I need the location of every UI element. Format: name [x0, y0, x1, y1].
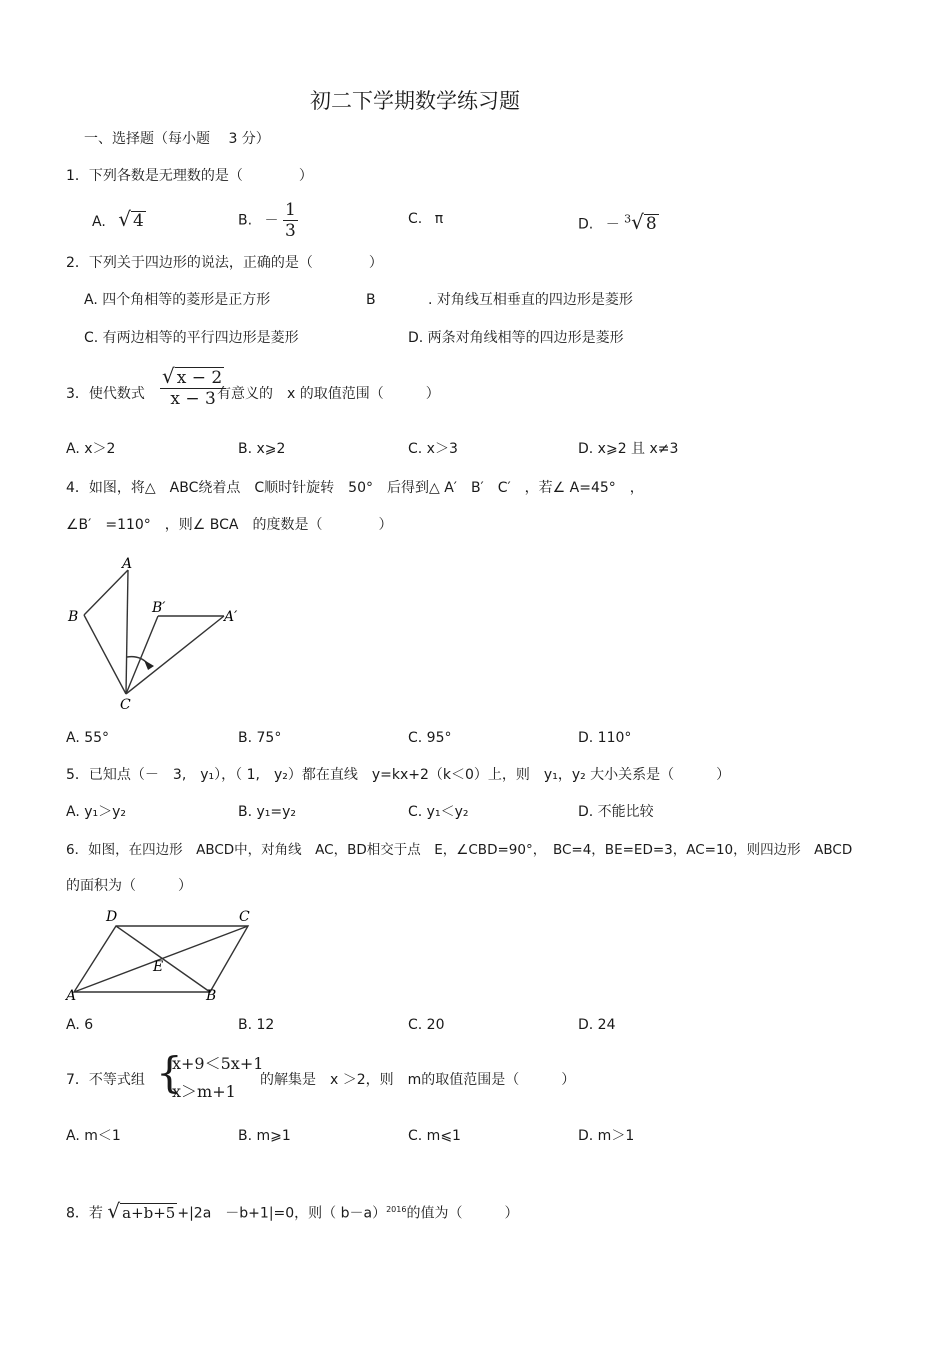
q3-denominator: x − 3: [170, 389, 216, 409]
q4-stem-line2: ∠B′ =110° ，则∠ BCA 的度数是（ ）: [66, 517, 393, 533]
q5-option-a: A. y₁＞y₂: [66, 804, 127, 820]
segment-CA1: [126, 616, 224, 694]
q7-stem-suffix: 的解集是 x ＞2，则 m的取值范围是（ ）: [260, 1072, 576, 1088]
q8-line: [66, 1198, 519, 1223]
q5-option-b: B. y₁=y₂: [238, 804, 297, 820]
q1-d-sign: －: [605, 216, 620, 233]
q3-option-c: C. x＞3: [408, 441, 458, 457]
q7-option-b: B. m⩾1: [238, 1128, 291, 1144]
q4-option-b: B. 75°: [238, 730, 282, 746]
q6-stem-line2: 的面积为（ ）: [66, 878, 192, 894]
q1-option-a: [92, 207, 146, 231]
q1-option-d: [578, 210, 659, 234]
label-C: C: [239, 909, 250, 925]
q6-option-b: B. 12: [238, 1017, 275, 1033]
q7-line2: x＞m+1: [172, 1082, 236, 1101]
q7-line1: x+9＜5x+1: [172, 1054, 264, 1073]
q2-option-b-label: B: [366, 292, 376, 308]
q1-b-fraction: [283, 200, 298, 241]
q3-stem-prefix: 3．使代数式: [66, 386, 145, 402]
q7-option-a: A. m＜1: [66, 1128, 121, 1144]
segment-AB: [84, 570, 128, 615]
q8-suffix: 的值为（ ）: [406, 1205, 519, 1222]
q3-option-a: A. x＞2: [66, 441, 116, 457]
q1-d-cuberoot: [624, 209, 659, 234]
page-title: 初二下学期数学练习题: [310, 89, 520, 113]
label-B-prime: B′: [152, 600, 166, 616]
q6-figure: [64, 906, 264, 1002]
section-heading: 一、选择题（每小题 3 分）: [84, 131, 270, 147]
q3-numerator-radicand: x − 2: [176, 368, 223, 388]
label-E: E: [153, 959, 164, 975]
q1-d-index: 3: [624, 212, 632, 225]
q7-option-d: D. m＞1: [578, 1128, 635, 1144]
q2-stem: 2．下列关于四边形的说法，正确的是（ ）: [66, 255, 383, 271]
q6-stem-line1: 6．如图，在四边形 ABCD中，对角线 AC，BD相交于点 E，∠CBD=90°， BC=4，BE=ED=3，AC=10，则四边形 ABCD: [66, 842, 853, 858]
q2-option-b: . 对角线互相垂直的四边形是菱形: [428, 292, 633, 308]
q3-stem-suffix: 有意义的 x 的取值范围（ ）: [217, 386, 440, 402]
q2-option-c: C. 有两边相等的平行四边形是菱形: [84, 330, 299, 346]
q4-stem-line1: 4．如图，将△ ABC绕着点 C顺时针旋转 50° 后得到△ A′ B′ C′ ，若∠ A=45° ，: [66, 480, 644, 496]
q8-middle: +|2a －b+1|=0，则（ b－a）: [177, 1205, 387, 1222]
q1-b-numerator: 1: [284, 200, 296, 220]
q5-stem: 5．已知点（－ 3, y₁），（ 1, y₂）都在直线 y=kx+2（k＜0）上，则 y₁，y₂ 大小关系是（ ）: [66, 767, 731, 783]
q5-option-c: C. y₁＜y₂: [408, 804, 469, 820]
q1-c-value: π: [434, 211, 444, 227]
label-A: A: [66, 988, 77, 1002]
radical-icon: √: [118, 207, 131, 231]
label-A-prime: A′: [224, 609, 238, 625]
label-D: D: [106, 909, 118, 925]
q1-b-denominator: 3: [284, 221, 296, 241]
q5-option-d: D. 不能比较: [578, 804, 654, 820]
q8-prefix: 8．若: [66, 1205, 103, 1222]
q8-exponent: 2016: [386, 1205, 407, 1214]
q1-d-radicand: 8: [645, 213, 657, 234]
q1-b-sign: －: [264, 212, 279, 229]
q1-b-label: B.: [238, 212, 253, 229]
q3-option-b: B. x⩾2: [238, 441, 286, 457]
rotation-arrow-icon: [144, 660, 154, 670]
label-B: B: [68, 609, 79, 625]
brace-icon: {: [156, 1048, 183, 1097]
q1-option-c: [408, 210, 443, 228]
q1-a-label: A.: [92, 214, 106, 230]
q1-a-radicand: 4: [132, 211, 144, 231]
radical-icon: √: [631, 209, 644, 234]
label-A: A: [122, 556, 133, 572]
label-C: C: [120, 697, 131, 710]
q4-figure: [66, 552, 246, 710]
segment-AC: [126, 570, 128, 694]
q2-option-a: A. 四个角相等的菱形是正方形: [84, 292, 271, 308]
label-B: B: [206, 988, 217, 1002]
q3-option-d: D. x⩾2 且 x≠3: [578, 441, 679, 457]
q1-c-label: C.: [408, 211, 423, 227]
q2-option-d: D. 两条对角线相等的四边形是菱形: [408, 330, 624, 346]
q4-option-d: D. 110°: [578, 730, 632, 746]
q1-option-b: [238, 200, 298, 241]
q6-option-d: D. 24: [578, 1017, 616, 1033]
q8-sqrt: [107, 1198, 177, 1223]
radical-icon: √: [107, 1198, 121, 1223]
q4-option-a: A. 55°: [66, 730, 110, 746]
q1-a-sqrt: [118, 207, 146, 231]
segment-CB1: [126, 616, 158, 694]
segment-BC: [84, 615, 126, 694]
rotation-arc: [127, 657, 148, 664]
q6-option-a: A. 6: [66, 1017, 94, 1033]
q7-option-c: C. m⩽1: [408, 1128, 461, 1144]
q1-d-label: D.: [578, 216, 594, 233]
q6-option-c: C. 20: [408, 1017, 445, 1033]
q7-stem-prefix: 7．不等式组: [66, 1072, 145, 1088]
radical-icon: √: [162, 364, 175, 388]
q8-radicand: a+b+5: [122, 1203, 176, 1222]
q4-option-c: C. 95°: [408, 730, 452, 746]
q1-stem: 1．下列各数是无理数的是（ ）: [66, 168, 313, 184]
